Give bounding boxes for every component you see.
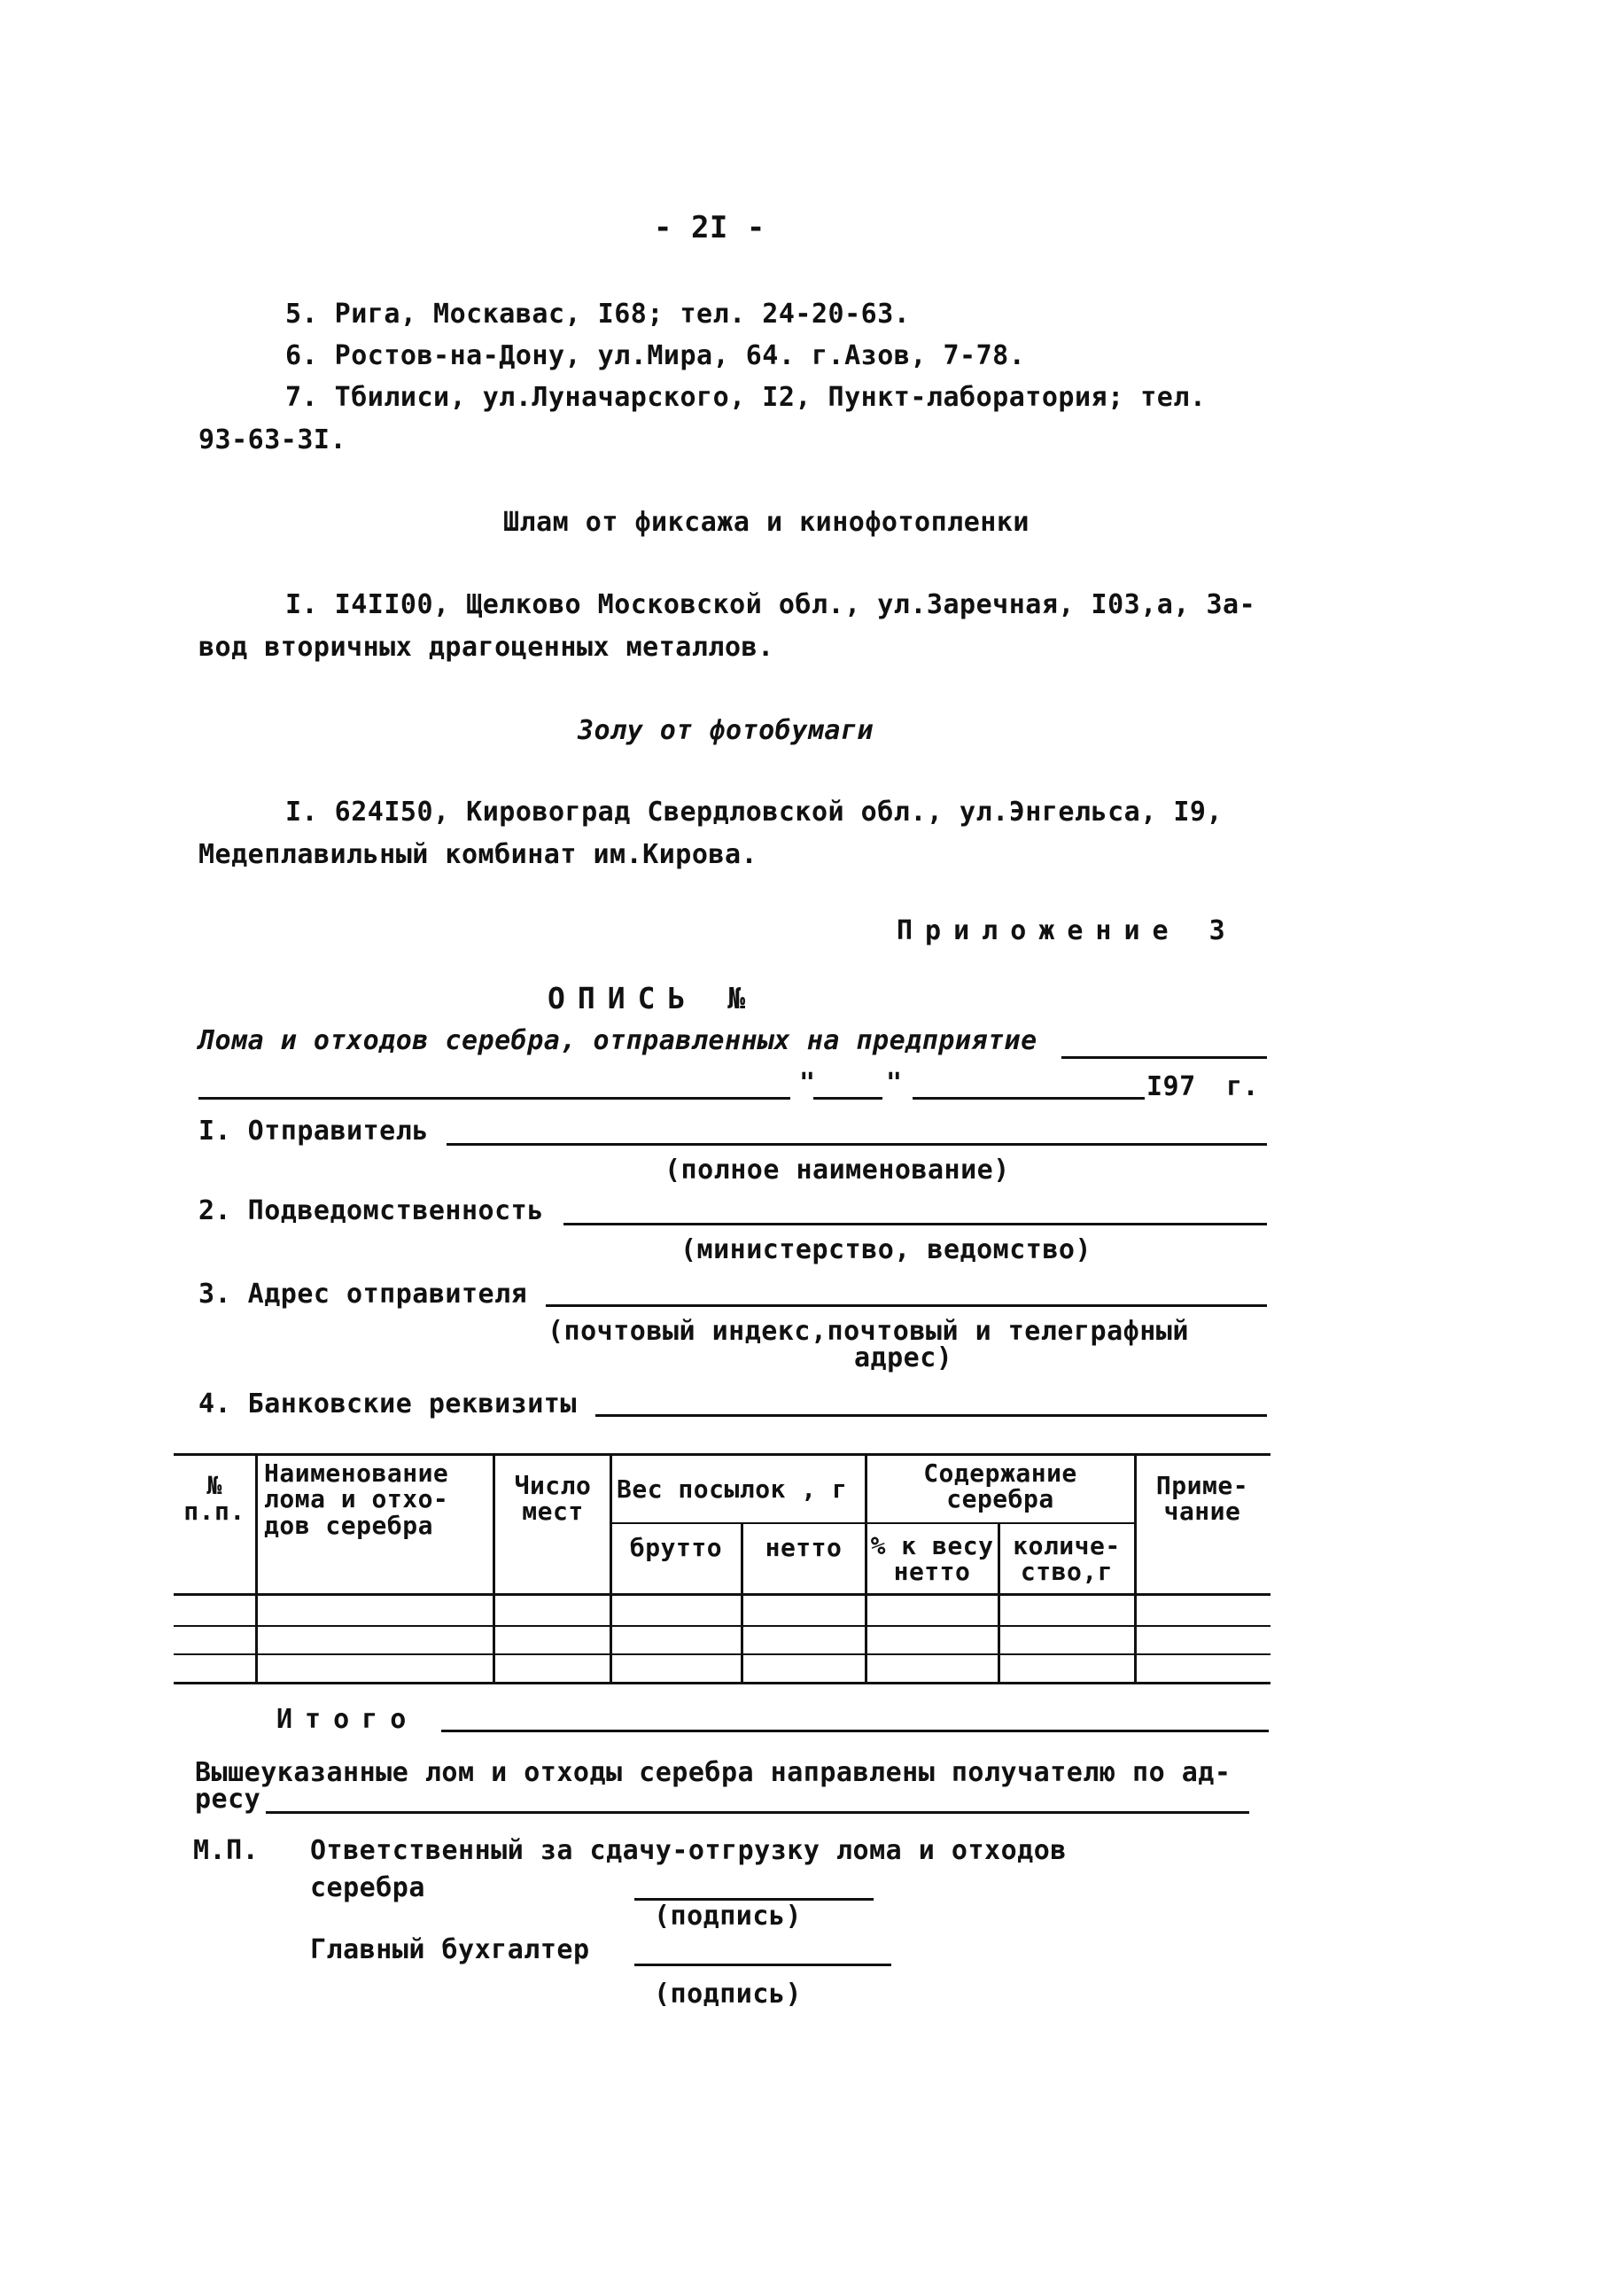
th-note-line2: чание bbox=[1163, 1497, 1241, 1527]
field-subordination-line bbox=[563, 1223, 1267, 1225]
year-prefix: I97 bbox=[1146, 1071, 1196, 1102]
th-name-line1: Наименование bbox=[264, 1458, 449, 1488]
total-line bbox=[441, 1730, 1269, 1732]
date-quote-close: " bbox=[886, 1068, 903, 1099]
address-line-7: 7. Тбилиси, ул.Луначарского, I2, Пункт-лаборатория; тел. bbox=[285, 382, 1207, 413]
th-name-line3: дов серебра bbox=[264, 1510, 433, 1540]
date-line-1 bbox=[198, 1097, 790, 1100]
th-num-line2: п.п. bbox=[183, 1497, 245, 1527]
table-header-bottom bbox=[174, 1593, 1270, 1596]
th-places bbox=[496, 1473, 610, 1525]
th-silver bbox=[866, 1460, 1134, 1513]
th-name bbox=[264, 1460, 491, 1538]
stamp-label: М.П. bbox=[193, 1835, 260, 1866]
field-address-label: 3. Адрес отправителя bbox=[198, 1279, 528, 1310]
address-line-5: 5. Рига, Москавас, I68; тел. 24-20-63. bbox=[285, 299, 911, 330]
field-address-hint-1: (почтовый индекс,почтовый и телеграфный bbox=[548, 1316, 1189, 1347]
table-bottom-border bbox=[174, 1682, 1270, 1684]
year-unit: г. bbox=[1226, 1071, 1260, 1102]
responsible-line2: серебра bbox=[310, 1872, 425, 1903]
field-sender-label: I. Отправитель bbox=[198, 1116, 429, 1147]
date-day-line bbox=[813, 1097, 882, 1100]
date-quote-open: " bbox=[799, 1068, 816, 1099]
signature-hint-1: (подпись) bbox=[654, 1901, 803, 1932]
th-name-line2: лома и отхо- bbox=[264, 1484, 449, 1514]
field-sender-hint: (полное наименование) bbox=[664, 1155, 1010, 1186]
page-number: - 2I - bbox=[654, 210, 765, 245]
address-recipient-line bbox=[266, 1811, 1249, 1814]
table-col-border-2 bbox=[493, 1453, 495, 1684]
table-row-1 bbox=[174, 1625, 1270, 1627]
th-weight-brutto: брутто bbox=[629, 1533, 723, 1562]
th-num bbox=[174, 1473, 255, 1525]
inventory-subtitle: Лома и отходов серебра, отправленных на предприятие bbox=[198, 1025, 1037, 1056]
th-silver-pct-line2: нетто bbox=[893, 1557, 971, 1587]
table-col-border-3 bbox=[610, 1453, 612, 1684]
sludge-line-2: вод вторичных драгоценных металлов. bbox=[198, 632, 774, 663]
signature-line-2 bbox=[634, 1964, 891, 1966]
inventory-title: ОПИСЬ № bbox=[548, 981, 758, 1015]
th-silver-pct bbox=[866, 1533, 998, 1585]
th-note-line1: Приме- bbox=[1155, 1471, 1249, 1500]
sent-text-line1: Вышеуказанные лом и отходы серебра направлены получателю по ад- bbox=[195, 1757, 1232, 1788]
th-silver-pct-line1: % к весу bbox=[870, 1531, 994, 1560]
th-weight: Вес посылок , г bbox=[617, 1474, 848, 1504]
table-col-border-1 bbox=[255, 1453, 258, 1684]
field-bank-label: 4. Банковские реквизиты bbox=[198, 1388, 577, 1420]
table-row-2 bbox=[174, 1653, 1270, 1655]
th-places-line2: мест bbox=[522, 1497, 584, 1527]
address-line-7-cont: 93-63-3I. bbox=[198, 424, 347, 455]
total-label: Итого bbox=[276, 1704, 419, 1735]
ash-line-2: Медеплавильный комбинат им.Кирова. bbox=[198, 839, 758, 870]
th-note bbox=[1136, 1473, 1269, 1525]
sludge-line-1: I. I4II00, Щелково Московской обл., ул.Заречная, I03,а, За- bbox=[285, 589, 1256, 620]
th-num-line1: № bbox=[206, 1471, 222, 1500]
th-weight-netto: нетто bbox=[765, 1533, 843, 1562]
section-title-sludge: Шлам от фиксажа и кинофотопленки bbox=[503, 507, 1030, 538]
ash-line-1: I. 624I50, Кировоград Свердловской обл., ул.Энгельса, I9, bbox=[285, 797, 1224, 828]
signature-hint-2: (подпись) bbox=[654, 1979, 803, 2010]
responsible-line1: Ответственный за сдачу-отгрузку лома и отходов bbox=[310, 1835, 1067, 1866]
field-subordination-hint: (министерство, ведомство) bbox=[680, 1234, 1092, 1265]
table-top-border bbox=[174, 1453, 1270, 1456]
field-subordination-label: 2. Подведомственность bbox=[198, 1195, 544, 1226]
table-header-divider bbox=[610, 1522, 1134, 1524]
th-silver-line2: серебра bbox=[946, 1484, 1054, 1514]
accountant-label: Главный бухгалтер bbox=[310, 1934, 590, 1965]
address-line-6: 6. Ростов-на-Дону, ул.Мира, 64. г.Азов, 7-78. bbox=[285, 340, 1026, 371]
th-silver-qty bbox=[999, 1533, 1134, 1585]
th-places-line1: Число bbox=[514, 1471, 592, 1500]
sent-text-line2: ресу bbox=[195, 1784, 261, 1815]
field-bank-line bbox=[595, 1414, 1267, 1417]
field-sender-line bbox=[447, 1143, 1267, 1146]
field-address-line bbox=[546, 1304, 1267, 1307]
th-silver-qty-line1: количе- bbox=[1013, 1531, 1121, 1560]
appendix-label: Приложение 3 bbox=[897, 915, 1238, 946]
section-title-ash: Золу от фотобумаги bbox=[578, 715, 874, 746]
th-silver-line1: Содержание bbox=[923, 1458, 1077, 1488]
th-silver-qty-line2: ство,г bbox=[1020, 1557, 1114, 1587]
enterprise-line bbox=[1061, 1056, 1267, 1059]
date-month-line bbox=[913, 1097, 1145, 1100]
field-address-hint-2: адрес) bbox=[854, 1342, 953, 1373]
